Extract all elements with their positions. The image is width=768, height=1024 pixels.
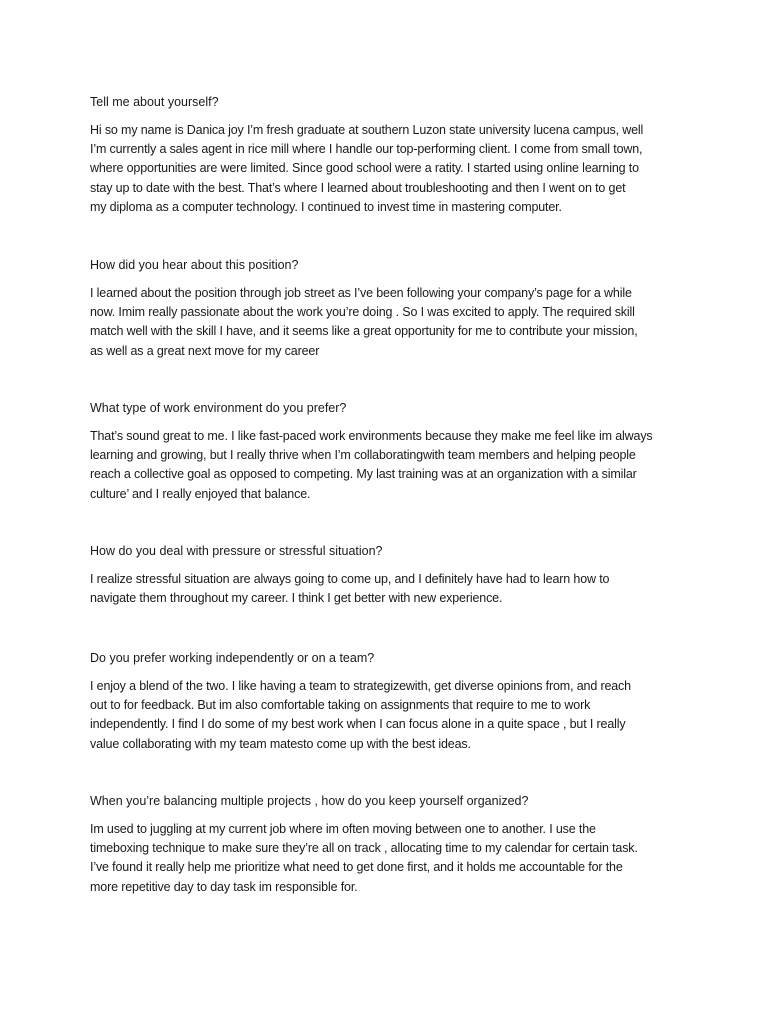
answer-line: That’s sound great to me. I like fast-paced work environments because they make me feel like im always bbox=[90, 429, 653, 443]
answer-line: value collaborating with my team matesto come up with the best ideas. bbox=[90, 736, 471, 751]
answer-line: I realize stressful situation are always going to come up, and I definitely have had to learn how to bbox=[90, 572, 610, 586]
answer-line: Hi so my name is Danica joy I’m fresh graduate at southern Luzon state university lucena campus, well bbox=[90, 123, 644, 137]
answer-line: I’m currently a sales agent in rice mill where I handle our top-performing client. I come from small town, bbox=[90, 142, 643, 157]
answer-paragraph bbox=[90, 284, 690, 361]
answer-line: more repetitive day to day task im responsible for. bbox=[90, 879, 358, 894]
answer-paragraph bbox=[90, 820, 690, 897]
answer-line: I enjoy a blend of the two. I like having a team to strategizewith, get diverse opinions from, and reach bbox=[90, 679, 631, 693]
answer-line: reach a collective goal as opposed to competing. My last training was at an organization with a similar bbox=[90, 467, 637, 482]
qa-block-pressure bbox=[90, 542, 690, 608]
answer-line: where opportunities are were limited. Since good school were a ratity. I started using online learning to bbox=[90, 161, 639, 176]
answer-line: navigate them throughout my career. I think I get better with new experience. bbox=[90, 591, 503, 606]
answer-line: now. Imim really passionate about the work you’re doing . So I was excited to apply. The required skill bbox=[90, 305, 635, 320]
answer-line: learning and growing, but I really thrive when I’m collaboratingwith team members and helping people bbox=[90, 448, 636, 463]
qa-block-multiple-projects bbox=[90, 792, 690, 897]
qa-block-hear-about-position bbox=[90, 256, 690, 361]
qa-block-independent-or-team bbox=[90, 649, 690, 754]
qa-block-work-environment bbox=[90, 399, 690, 504]
question-heading: When you’re balancing multiple projects , how do you keep yourself organized? bbox=[90, 794, 529, 808]
question-heading: Tell me about yourself? bbox=[90, 95, 219, 109]
answer-line: I’ve found it really help me prioritize what need to get done first, and it holds me accountable for the bbox=[90, 860, 623, 875]
question-heading: What type of work environment do you prefer? bbox=[90, 401, 347, 415]
answer-line: out to for feedback. But im also comfortable taking on assignments that require to me to work bbox=[90, 698, 591, 713]
answer-line: stay up to date with the best. That’s where I learned about troubleshooting and then I went on to get bbox=[90, 180, 626, 195]
answer-line: timeboxing technique to make sure they’re all on track , allocating time to my calendar for certain task. bbox=[90, 841, 638, 856]
answer-paragraph bbox=[90, 121, 690, 217]
answer-line: Im used to juggling at my current job where im often moving between one to another. I use the bbox=[90, 822, 596, 836]
answer-paragraph bbox=[90, 427, 690, 504]
answer-paragraph bbox=[90, 677, 690, 754]
answer-paragraph bbox=[90, 570, 690, 608]
question-heading: How do you deal with pressure or stressful situation? bbox=[90, 544, 383, 558]
question-heading: Do you prefer working independently or on a team? bbox=[90, 651, 375, 665]
answer-line: culture’ and I really enjoyed that balance. bbox=[90, 486, 311, 501]
answer-line: my diploma as a computer technology. I continued to invest time in mastering computer. bbox=[90, 199, 562, 214]
answer-line: as well as a great next move for my career bbox=[90, 343, 320, 358]
answer-line: match well with the skill I have, and it seems like a great opportunity for me to contribute your mission, bbox=[90, 324, 638, 339]
question-heading: How did you hear about this position? bbox=[90, 258, 299, 272]
qa-block-tell-me-about-yourself bbox=[90, 93, 690, 217]
answer-line: independently. I find I do some of my best work when I can focus alone in a quite space , but I really bbox=[90, 717, 626, 732]
answer-line: I learned about the position through job street as I’ve been following your company’s page for a while bbox=[90, 286, 632, 300]
